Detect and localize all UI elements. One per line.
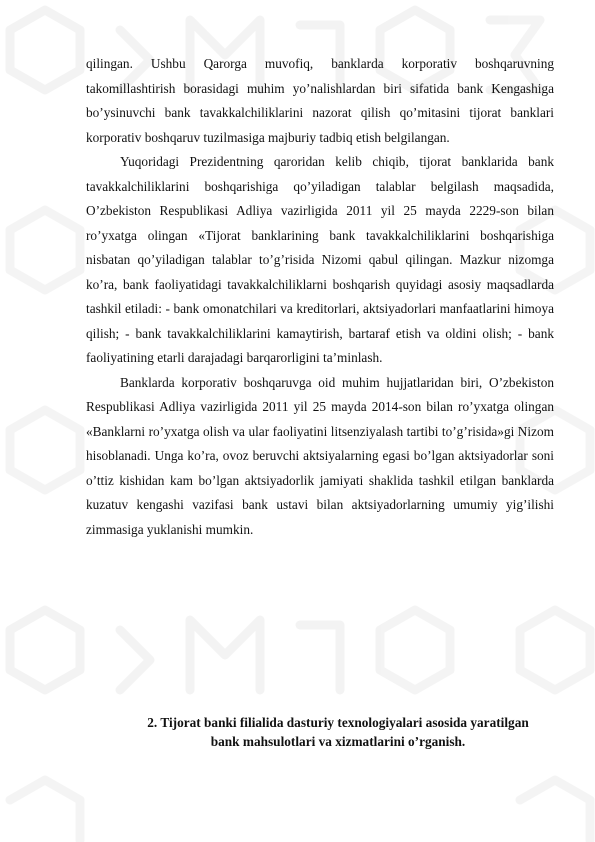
paragraph-2: Yuqoridagi Prezidentning qaroridan kelib chiqib, tijorat banklarida bank tavakkalchiliklarini boshqarishiga qo’yiladigan talablar belgilash maqsadida, O’zbekiston Respublikasi Adliya vazirligida 2011 yil 25 mayda 2229-son bilan ro’yxatga olingan «Tijorat banklarining bank tavakkalchiliklarini boshqarishiga nisbatan qo’yiladigan talablar to’g’risida Nizomi qabul qilingan. Mazkur nizomga ko’ra, bank faoliyatidagi tavakkalchiliklarni boshqarish quyidagi asosiy maqsadlarda tashkil etiladi: - bank omonatchilari va kreditorlari, aktsiyadorlari manfaatlarini himoya qilish; - bank tavakkalchiliklarini kamaytirish, bartaraf etish va oldini olish; - bank faoliyatining etarli darajadagi barqarorligini ta’minlash. xyxy=(86,154,554,365)
paragraph-1: qilingan. Ushbu Qarorga muvofiq, banklarda korporativ boshqaruvning takomillashtirish borasidagi muhim yo’nalishlardan biri sifatida bank Kengashiga bo’ysinuvchi bank tavakkalchiliklarini nazorat qilish qo’mitasini tijorat banklari korporativ boshqaruv tuzilmasiga majburiy tadbiq etish belgilangan. xyxy=(86,56,554,145)
paragraph-3: Banklarda korporativ boshqaruvga oid muhim hujjatlaridan biri, O’zbekiston Respublikasi Adliya vazirligida 2011 yil 25 mayda 2014-son bilan ro’yxatga olingan «Banklarni ro’yxatga olish va ular faoliyatini litsenziyalash tartibi to’g’risida»gi Nizom hisoblanadi. Unga ko’ra, ovoz beruvchi aktsiyalarning egasi bo’lgan aktsiyadorlar soni o’ttiz kishidan kam bo’lgan aktsiyadorlik jamiyati shaklida tashkil etilgan banklarda kuzatuv kengashi vazifasi bank ustavi bilan aktsiyadorlarning umumiy yig’ilishi zimmasiga yuklanishi mumkin. xyxy=(86,374,554,537)
document-body xyxy=(86,52,554,542)
section-heading xyxy=(120,713,556,751)
section-heading-line-2: bank mahsulotlari va xizmatlarini o’rganish. xyxy=(210,734,466,749)
section-heading-line-1: 2. Tijorat banki filialida dasturiy texnologiyalari asosida yaratilgan xyxy=(147,715,529,730)
